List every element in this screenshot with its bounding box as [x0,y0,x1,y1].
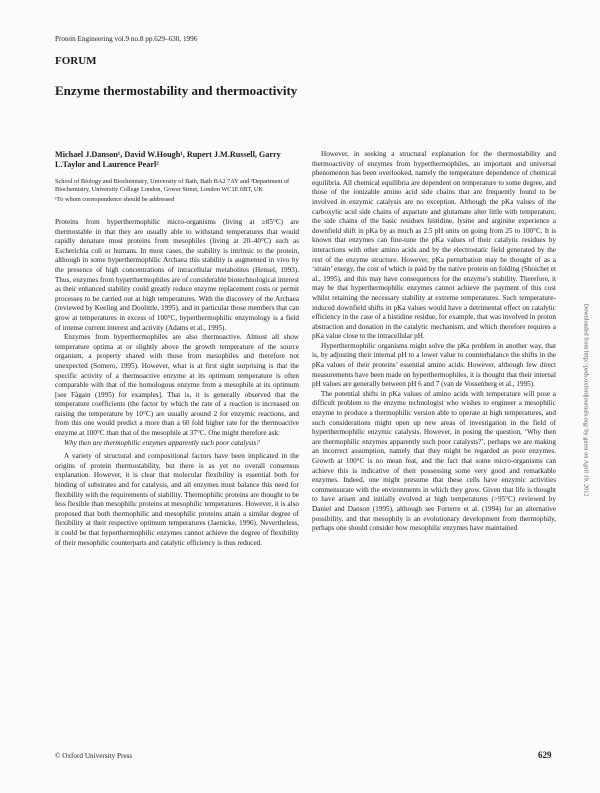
body-paragraph: Proteins from hyperthermophilic micro-organisms (living at ≥85°C) are thermostable in that they are usually able to withstand temperatures that would rapidly denature most proteins from mesophiles (living at 20–40°C) such as Escherichia coli or humans. In most cases, the stability is intrinsic to the protein, although in some hyperthermophilic Archaea this stability is augmented in vivo by the presence of high concentrations of intracellular metabolites (Hensel, 1993). Thus, enzymes from hyperthermophiles are of considerable biotechnological interest as their enhanced stability could greatly reduce enzyme replacement costs or permit processes to be carried out at high temperatures. With the discovery of the Archaea (reviewed by Keeling and Doolittle, 1995), and in particular those members that can grow at temperatures in excess of 100°C, hyperthermophilic enzymology is a field of intense current interest and activity (Adams et al., 1995). [55,218,299,332]
page-number: 629 [538,750,552,760]
author-list: Michael J.Danson¹, David W.Hough¹, Rupert J.M.Russell, Garry L.Taylor and Laurence Pearl² [55,150,281,169]
body-paragraph: However, in seeking a structural explanation for the thermostability and thermoactivity of enzymes from hyperthermophiles, an important and universal phenomenon has been overlooked, namely the temperature dependence of chemical equilibria. All chemical equilibria are dependent on temperature to some degree, and those of the ionizable amino acid side chains that are frequently found to be involved in enzymic catalysis are no exception. Although the pKa values of the carboxylic acid side chains of aspartate and glutamate alter little with temperature, the side chains of the basic residues histidine, lysine and arginine experience a downfield shift in pKa by as much as 2.5 pH units on going from 25 to 100°C. It is known that enzymes can fine-tune the pKa values of their catalytic residues by interactions with other amino acids and by the electrostatic field generated by the rest of the enzyme structure. However, pKa perturbation may be thought of as a ‘strain’ energy, the cost of which is paid by the native protein on folding (Shoichet et al., 1995), and this may have consequences for the enzyme’s stability. Therefore, it may be that hyperthermophilic enzymes cannot achieve the payment of this cost whilst retaining the necessary stability at extreme temperatures. Such temperature-induced downfield shifts in pKa values would have a detrimental effect on catalytic efficiency in the case of a histidine residue, for example, that was involved in proton abstraction and donation in the catalytic mechanism, and which therefore requires a pKa value close to the intracellular pH. [312,150,556,341]
body-paragraph: Enzymes from hyperthermophiles are also thermoactive. Almost all show temperature optima at or slightly above the growth temperature of the source organism, a property shared with those from mesophiles and therefore not unexpected (Somero, 1995). However, what is at first sight surprising is that the specific activity of a thermoactive enzyme at its optimum temperature is often comparable with that of the homologous enzyme from a mesophile at its optimum [see Fågain (1995) for examples]. That is, it is generally observed that the temperature coefficients (the factor by which the rate of a reaction is increased on raising the temperature by 10°C) are usually around 2 for enzymic reactions, and from this one would predict a more than a 60 fold higher rate for the thermoactive enzyme at 100°C than that of the mesophile at 37°C. One might therefore ask: [55,333,299,438]
question-paragraph: Why then are thermophilic enzymes apparently such poor catalysts? [64,438,260,447]
correspondence-note: ¹To whom correspondence should be addressed [55,196,175,203]
section-label: FORUM [55,55,97,67]
copyright-notice: © Oxford University Press [55,752,133,760]
body-paragraph: A variety of structural and compositional factors have been implicated in the origins of protein thermostability, but there is as yet no overall consensus explanation. However, it is clear that molecular flexibility is essential both for binding of substrates and for catalysis, and all enzymes must balance this need for flexibility with the requirements of stability. Thermophilic proteins are thought to be less flexible than mesophilic proteins at mesophilic temperatures. However, it is also proposed that both thermophilic and mesophilic proteins attain a similar degree of flexibility at their respective optimum temperatures (Jaenicke, 1996). Nevertheless, it could be that hyperthermophilic enzymes cannot achieve the degree of flexibility of their mesophilic counterparts and catalytic efficiency is thus reduced. [55,452,299,547]
download-watermark: Downloaded from http://peds.oxfordjournals.org/ by guest on April 19, 2012 [582,303,590,497]
article-title: Enzyme thermostability and thermoactivity [55,83,298,98]
right-column [312,150,556,534]
left-column [55,150,299,548]
journal-header: Protein Engineering vol.9 no.8 pp.629–630, 1996 [55,35,198,43]
body-paragraph: Hyperthermophilic organisms might solve the pKa problem in another way, that is, by adjusting their internal pH to a lower value to counterbalance the shifts in the pKa values of their proteins’ essential amino acids. However, although few direct measurements have been made on hyperthermophiles, it is thought that their internal pH values are generally between pH 6 and 7 (van de Vossenberg et al., 1995). [312,341,556,389]
body-paragraph: The potential shifts in pKa values of amino acids with temperature will pose a difficult problem to the enzyme technologist who wishes to engineer a mesophilic enzyme to produce a thermophilic version able to operate at high temperatures, and such considerations might open up new areas of investigation in the field of hyperthermophilic enzymic catalysis. However, in posing the question, ‘Why then are thermophilic enzymes apparently such poor catalysts?’, perhaps we are making an incorrect assumption, namely that they might be regarded as poor enzymes. Growth at 100°C is no mean feat, and the fact that some micro-organisms can achieve this is indicative of their possessing some very good and remarkable enzymes. Indeed, one might presume that these cells have enzymic activities commensurate with the environments in which they grow. Given that life is thought to have arisen and initially evolved at high temperatures (>95°C) reviewed by Daniel and Danson (1995), although see Forterre et al. (1994) for an alternative possibility, and that mesophily is an evolutionary development from thermophily, perhaps one should consider how mesophilic enzymes have maintained [312,389,556,533]
affiliation: School of Biology and Biochemistry, University of Bath, Bath BA2 7AY and ²Department of Biochemistry, University College London, Gower Street, London WC1E 6BT, UK [55,178,290,193]
